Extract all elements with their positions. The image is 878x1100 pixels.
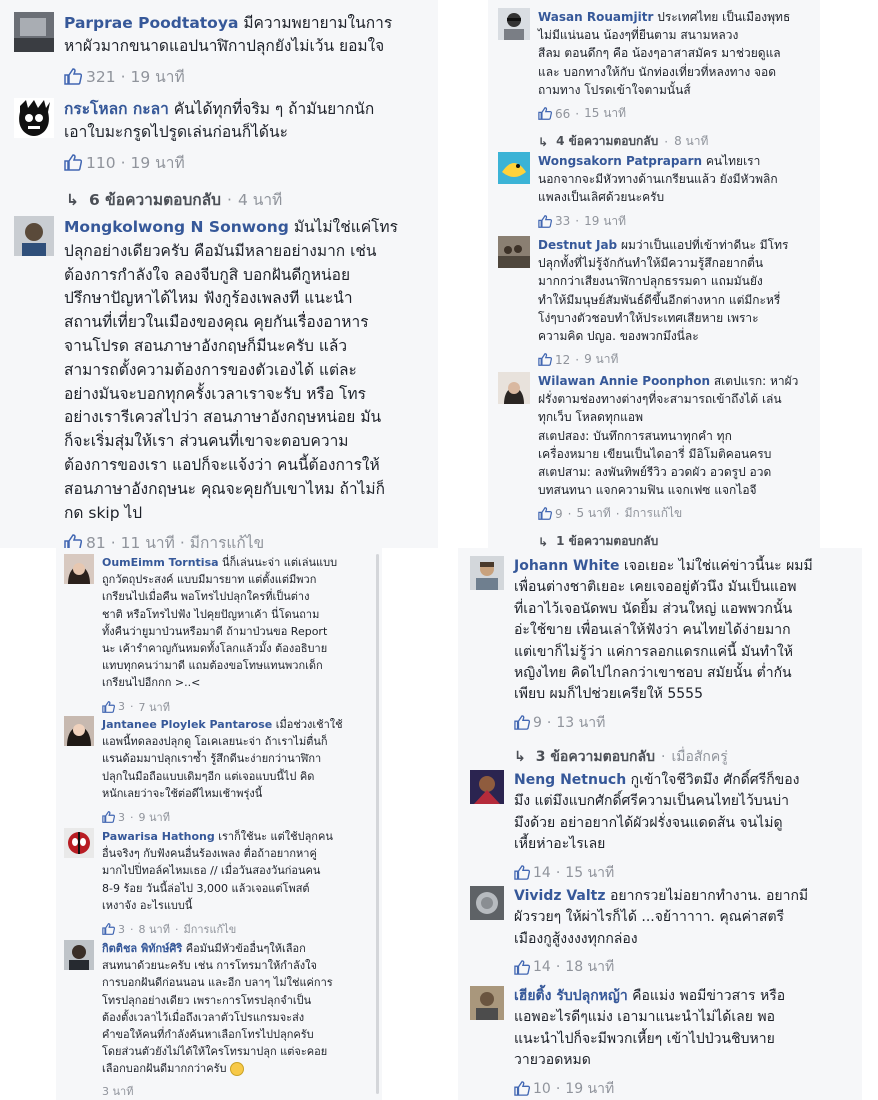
comment <box>470 770 858 886</box>
comment-author[interactable]: Wilawan Annie Poonphon <box>538 374 711 388</box>
comment-text-line: ชาติ หรือโทรไปฟัง ไปคุยปัญหาเค้า นี่โดนถาม <box>102 607 320 621</box>
thumbs-up-icon[interactable] <box>538 107 552 120</box>
comment-time[interactable]: 19 นาที <box>584 213 627 228</box>
comment-text-line: ถูกวัตถุประสงค์ แบบมีมารยาท แต่ตั้งแต่มีพวก <box>102 573 317 587</box>
avatar[interactable] <box>64 828 94 858</box>
comment-time[interactable]: 19 นาที <box>130 68 185 86</box>
comment-time[interactable]: 15 นาที <box>584 106 627 121</box>
comment-text-line: นอกจากจะมีหัวทางด้านเกรียนแล้ว ยังมีหัวพลิก <box>538 172 778 187</box>
comment-text-line: ปลุกในมือถือแบบเดิมๆอีก แต่เจอแบบนี้ไป คิด <box>102 769 315 783</box>
comment-text-line: หนักเลยว่าจะใช้ต่อดีไหมเช้าพรุ่งนี้ <box>102 786 263 800</box>
thumbs-up-icon[interactable] <box>538 507 552 520</box>
reply-count[interactable]: 6 ข้อความตอบกลับ <box>89 191 222 209</box>
comment-text-line: เกรียนไปเมื่อคืน พอโทรไปปลุกใครที่เป็นต่าง <box>102 590 310 604</box>
comment <box>14 98 434 210</box>
comment-text-line: เหงาจัง อะไรแบบนี้ <box>102 898 193 912</box>
like-count: 81 <box>86 533 106 548</box>
comment-text-line: ฝรั่งตามช่องทางต่างๆที่จะสามารถเข้าถึงได้ เล่น <box>538 392 782 407</box>
avatar[interactable] <box>498 8 530 40</box>
comment-author[interactable]: Parprae Poodtatoya <box>64 14 239 32</box>
thumbs-up-icon[interactable] <box>102 923 115 935</box>
comment-text-line: อย่างมันจะบอกทุกครั้งเวลาเราจะรับ หรือ โทร <box>64 384 366 403</box>
comment-text-line: ถามทาง โปรดเข้าใจตามนั้นส์ <box>538 82 691 97</box>
comment-text-line: ทำให้มีมนุษย์สัมพันธ์ดีขึ้นอีกต่างหาก แต่มีกะหรี่ <box>538 292 781 307</box>
comment-text-line: ไม่มีแน่นอน น้องๆที่ยืนตาม สนามหลวง <box>538 28 739 43</box>
like-count: 321 <box>86 67 116 86</box>
view-replies-link[interactable]: ↳ 4 ข้อความตอบกลับ · 8 นาที <box>538 132 816 151</box>
comment-meta: 66 · 15 นาที <box>538 104 816 123</box>
comment-text-line: เจอเยอะ ไม่ใช่แค่ข่าวนี้นะ ผมมี <box>623 558 813 574</box>
comment-text-line: เพียบ ผมก็ไปช่วยเครียให้ 5555 <box>514 686 703 703</box>
comment-meta: 110 · 19 นาที <box>64 150 434 175</box>
comment-text-line: สเตปแรก: หาผัว <box>713 374 799 388</box>
comment-text-line: อยากรวยไม่อยากทำงาน. อยากมี <box>609 888 809 904</box>
like-count: 14 <box>533 959 551 976</box>
thumbs-up-icon[interactable] <box>514 1081 530 1096</box>
reply-arrow-icon: ↳ <box>538 134 549 149</box>
avatar[interactable] <box>64 554 94 584</box>
comment-meta: 81 · 11 นาที · มีการแก้ไข <box>64 530 434 548</box>
thumbs-up-icon[interactable] <box>514 960 530 975</box>
comment-time[interactable]: 9 นาที <box>584 352 619 367</box>
comment-text-line: โทรปลุกอย่างเดียว เพราะการโทรปลุกจำเป็น <box>102 993 312 1007</box>
like-count: 3 <box>118 810 125 824</box>
comment-meta: 9 · 13 นาที <box>514 712 858 734</box>
comment <box>64 828 370 938</box>
comment-author[interactable]: Destnut Jab <box>538 238 618 252</box>
reply-arrow-icon: ↳ <box>514 748 526 765</box>
reply-count[interactable]: 3 ข้อความตอบกลับ <box>535 748 655 765</box>
comment-text-line: เกรียนไปอีกกก >..< <box>102 676 201 690</box>
comment-text-line: 8-9 ร้อย วันนี้ล่อไป 3,000 แล้วเจอแต่โพสต์ <box>102 881 310 895</box>
avatar[interactable] <box>470 556 504 590</box>
comment <box>498 372 816 548</box>
comment <box>64 554 370 714</box>
comment-text-line: คือแม่ง พอมีข่าวสาร หรือ <box>632 988 786 1004</box>
comment-text-line: นะ เค้ารำคาญกันหมดทั้งโลกแล้วมั้ง ต้องอธิบาย <box>102 642 328 656</box>
comment-text-line: มากกว่าเสียงนาฬิกาปลุกธรรมดา แถมมันยัง <box>538 274 763 289</box>
comment <box>14 216 434 546</box>
comment <box>470 556 858 765</box>
comment-time[interactable]: 19 นาที <box>565 1080 615 1097</box>
comment-text-line: สเตปสาม: ลงพันทิพย์รีวิว อวดผัว อวดรูป อวด <box>538 465 772 480</box>
comment-text-line: เอาใบมะกรูดไปรูดเล่นก่อนก็ได้นะ <box>64 123 288 141</box>
comment-text-line: สถานที่เที่ยวในเมืองของคุณ คุยกันเรื่องอาหาร <box>64 313 369 332</box>
avatar[interactable] <box>64 940 94 970</box>
comment-text-line: อ่ะใช้ขาย เพื่อนเล่าให้ฟังว่า คนไทยได้ง่ายมาก <box>514 622 791 639</box>
comment-author[interactable]: กระโหลก กะลา <box>64 100 169 118</box>
avatar[interactable] <box>14 98 54 138</box>
view-replies-link[interactable]: ↳ 3 ข้อความตอบกลับ · เมื่อสักครู่ <box>514 746 858 768</box>
comment-text-line: ปลุกอย่างเดียวครับ คือมันมีหลายอย่างมาก เช่น <box>64 241 377 260</box>
comment-meta: 14 · 15 นาที <box>514 862 858 884</box>
comment-text-line: ปลุกทั้งที่ไม่รู้จักกันทำให้มีความรู้สึกอยากตื่น <box>538 256 764 271</box>
view-replies-link[interactable] <box>538 532 816 548</box>
comment-meta: 3 · 7 นาที <box>102 698 370 716</box>
comment-author[interactable]: กิตติชล พิทักษ์ศิริ <box>102 942 183 955</box>
comment-text-line: ต้องการของเรา แอปก็จะแจ้งว่า คนนี้ต้องการให้ <box>64 455 380 474</box>
comment-text-line: จานโปรด สอนภาษาอังกฤษก็มีนะครับ แล้ว <box>64 336 348 355</box>
comment-time[interactable]: 11 นาที <box>120 534 175 548</box>
comment-text-line: มากไปปิ่ทอล์คไหมเธอ // เมื่อวันสองวันก่อนคน <box>102 864 321 878</box>
comment-text-line: ทุกเว็บ โหลดทุกแอพ <box>538 410 643 425</box>
reply-time: เมื่อสักครู่ <box>671 748 728 765</box>
avatar[interactable] <box>470 986 504 1020</box>
comments-panel-top-left <box>0 0 438 548</box>
comment-text-line: มึงด้วย อย่าอยากได้ผัวฝรั่งจนแดดส้น จนไม่ดู <box>514 814 783 831</box>
comment-text-line: สามารถตั้งความต้องการของตัวเองได้ แต่ละ <box>64 360 357 379</box>
avatar[interactable] <box>470 886 504 920</box>
comment-text-line: มีความพยายามในการ <box>243 14 393 32</box>
comments-panel-bottom-right <box>458 548 862 1100</box>
comment-text-line: คำขอให้คนที่กำลังค้นหาเลือกโทรไปปลุกครับ <box>102 1028 314 1042</box>
comment-text-line: แพลงเป็นเลิศด้วยนะครับ <box>538 190 665 205</box>
comment-text-line: บทสนทนา แจกความฟิน แจกเฟซ แจกไอจี <box>538 483 757 498</box>
comment-meta: 14 · 18 นาที <box>514 956 858 978</box>
comment-text-line: ทั้งคืนว่ายูมาป่วนหรือมาดี ถ้ามาป่วนขอ Report <box>102 624 328 638</box>
comment-text-line: คนไทยเรา <box>705 154 761 168</box>
avatar[interactable] <box>14 216 54 256</box>
comment-text-line: เลือกบอกฝันดีมากกว่าครับ <box>102 1062 227 1076</box>
comment-text-line: สีลม ตอนดึกๆ คือ น้องๆอาสาสมัคร มาช่วยดูแล <box>538 46 781 61</box>
comment-author[interactable]: Neng Netnuch <box>514 772 627 788</box>
comment-text-line: ต้องการกำลังใจ ลองจีบกูสิ บอกฝันดีกูหน่อย <box>64 265 351 284</box>
comment-text-line: ที่เอาไว้เจอนัดพบ นัดยิ้ม ส่วนใหญ่ แอพพวกนั้น <box>514 600 793 617</box>
comment-author[interactable]: เฮียติ้ง รับปลุกหญ้า <box>514 988 628 1004</box>
comment-text-line: คือมันมีหัวข้ออื่นๆให้เลือก <box>185 942 306 955</box>
comment <box>14 12 434 96</box>
comment-text-line: หญิงไทย คิดไปไกลกว่าเขาชอบ สมัยนั้น ต่ำกัน <box>514 665 792 682</box>
comment-text-line: แอพนี้ทดลองปลุกดู โอเคเลยนะจ่า ถ้าเราไม่ตื่นก็ <box>102 735 328 749</box>
comments-panel-top-right <box>488 0 820 548</box>
comment-text-line: อย่างเรารีเควสไปว่า สอนภาษาอังกฤษหน่อย มัน <box>64 408 382 427</box>
comment-meta: 9 · 5 นาที · มีการแก้ไข <box>538 504 816 523</box>
avatar[interactable] <box>498 372 530 404</box>
comment-text-line: เครื่องหมาย เขียนเป็นไดอารี่ มีอิโมติคอนครบ <box>538 446 772 461</box>
comment-author[interactable]: Mongkolwong N Sonwong <box>64 218 289 236</box>
comment <box>498 152 816 232</box>
avatar[interactable] <box>14 12 54 52</box>
comment-author[interactable]: Jantanee Ploylek Pantarose <box>102 718 273 731</box>
comment-text-line: แรนด้อมมาปลุกเราซ้ำ รู้สึกดีนะง่ายกว่านาฬิกา <box>102 752 322 766</box>
comment <box>498 236 816 366</box>
comment-time[interactable]: 5 นาที <box>576 506 611 521</box>
comment-author[interactable]: Johann White <box>514 558 620 574</box>
thumbs-up-icon[interactable] <box>538 215 552 228</box>
comment-meta: 10 · 19 นาที <box>514 1078 858 1100</box>
edited-label[interactable]: มีการแก้ไข <box>183 923 237 937</box>
comment-time[interactable]: 15 นาที <box>565 864 615 881</box>
comment-text-line: แอพอะไรดีๆแม่ง เอามาแนะนำไม่ได้เลย พอ <box>514 1009 776 1026</box>
avatar[interactable] <box>498 152 530 184</box>
edited-label[interactable]: มีการแก้ไข <box>624 506 683 521</box>
comment-text-line: ก็จะเริ่มสุ่มให้เรา ส่วนคนที่เขาจะตอบความ <box>64 432 349 451</box>
comment-text-line: เมื่อช่วงเช้าใช้ <box>275 718 343 731</box>
comment-text-line: ผมว่าเป็นแอปที่เข้าท่าดีนะ มีโทร <box>620 238 789 252</box>
like-count: 66 <box>555 106 571 121</box>
thumbs-up-icon[interactable] <box>102 701 115 713</box>
comment <box>470 886 858 984</box>
scrollbar[interactable] <box>376 554 379 1094</box>
comment-text-line: โง่ๆบางตัวชอบทำให้ประเทศเสียหาย เพราะ <box>538 310 759 325</box>
comment-text-line: อื่นจริงๆ กับฟังคนอื่นร้องเพลง ตื่อถ้าอยากหาคู่ <box>102 847 317 861</box>
comment-text-line: แทบทุกคนว่ามาดี แถมต้องขอโทษแทนพวกเด็ก <box>102 659 323 673</box>
comment-text-line: หาผัวมากขนาดแอปนาฬิกาปลุกยังไม่เว้น ยอมใจ <box>64 37 385 55</box>
comment-text-line: กูเข้าใจชีวิตมึง ศักดิ์ศรีก็ของ <box>630 772 800 788</box>
comment-text-line: คันได้ทุกที่จริม ๆ ถ้ามันยากนัก <box>173 100 375 118</box>
comment-text-line: และ บอกทางให้กับ นักท่องเที่ยวที่หลงทาง จอด <box>538 64 777 79</box>
comment-time[interactable]: 3 นาที <box>102 1084 134 1098</box>
reply-count[interactable]: 1 ข้อความตอบกลับ <box>556 534 659 548</box>
comment-time[interactable]: 13 นาที <box>556 714 606 731</box>
reply-arrow-icon: ↳ <box>66 190 79 209</box>
thumbs-up-icon[interactable] <box>64 534 82 548</box>
comment-meta: 3 · 8 นาที · มีการแก้ไข <box>102 920 370 938</box>
like-count: 3 <box>118 922 125 936</box>
comment-time[interactable]: 19 นาที <box>130 154 185 172</box>
avatar[interactable] <box>64 716 94 746</box>
comment-meta <box>102 1082 370 1100</box>
like-count: 10 <box>533 1080 551 1097</box>
smiley-emoji-icon <box>230 1062 244 1076</box>
comment-meta: 12 · 9 นาที <box>538 350 816 369</box>
comment-author[interactable]: Pawarisa Hathong <box>102 830 215 843</box>
like-count: 12 <box>555 352 571 367</box>
comment <box>498 8 816 148</box>
comment-text-line: วายวอดหมด <box>514 1052 591 1069</box>
thumbs-up-icon[interactable] <box>64 68 82 85</box>
comment-author[interactable]: Vividz Valtz <box>514 888 606 904</box>
comment-author[interactable]: Wasan Rouamjitr <box>538 10 654 24</box>
comment-time[interactable]: 7 นาที <box>138 700 170 714</box>
comment <box>64 716 370 824</box>
comment-text-line: เมืองกูสู้งงงงทุกกล่อง <box>514 930 638 947</box>
comment-text-line: แต่เขาก็ไม่รู้ว่า แค่การลอกแดรกแค่นี้ มันทำให้ <box>514 643 793 660</box>
comment-text-line: กด skip ไป <box>64 503 143 522</box>
comment-meta: 33 · 19 นาที <box>538 212 816 231</box>
comment-meta: 321 · 19 นาที <box>64 64 434 89</box>
like-count: 3 <box>118 700 125 714</box>
reply-time: 4 นาที <box>237 191 283 209</box>
comment-text-line: ปรึกษาปัญหาได้ไหม ฟังกูร้องเพลงที แนะนำ <box>64 289 353 308</box>
like-count: 9 <box>533 714 542 731</box>
comment-text-line: เหี้ยห่าอะไรเลย <box>514 836 606 853</box>
like-count: 9 <box>555 506 563 521</box>
comment-text-line: ประเทศไทย เป็นเมืองพุทธ <box>657 10 791 24</box>
thumbs-up-icon[interactable] <box>514 865 530 880</box>
like-count: 14 <box>533 864 551 881</box>
thumbs-up-icon[interactable] <box>538 353 552 366</box>
comment-text-line: มึง แต่มึงแบกศักดิ์ศรีความเป็นคนไทยไว้บนบ่า <box>514 793 790 810</box>
view-replies-link[interactable]: ↳ 6 ข้อความตอบกลับ · 4 นาที <box>66 187 434 212</box>
comment <box>64 940 370 1098</box>
comment-text-line: แนะนำไปก็จะมีพวกเหี้ยๆ เข้าไปป่วนชิบหาย <box>514 1030 775 1047</box>
comment-text-line: ความคิด ปญอ. ของพวกมึงนี่ละ <box>538 329 699 344</box>
comment-time[interactable]: 8 นาที <box>138 923 170 937</box>
comment-text-line: เพื่อนต่างชาติเยอะ เคยเจออยู่ตัวนึง มันเป็นแอพ <box>514 579 797 596</box>
thumbs-up-icon[interactable] <box>64 154 82 171</box>
thumbs-up-icon[interactable] <box>102 811 115 823</box>
comment-time[interactable]: 18 นาที <box>565 959 615 976</box>
comment-time[interactable]: 9 นาที <box>138 811 170 825</box>
comment-text-line: ผัวรวยๆ ให้ผ่าไรก็ได้ ...จย้าาาาา. คุณค่าสตรี <box>514 909 785 926</box>
reply-count[interactable]: 4 ข้อความตอบกลับ <box>556 134 659 149</box>
comment-text-line: สนทนาด้วยนะครับ เช่น การโทรมาให้กำลังใจ <box>102 959 317 973</box>
comment <box>470 986 858 1098</box>
comment-text-line: สเตปสอง: บันทึกการสนทนาทุกคำ ทุก <box>538 428 732 443</box>
comment-text-line: นี่ก็เล่นนะจ่า แต่เล่นแบบ <box>222 556 338 569</box>
comment-meta: 3 · 9 นาที <box>102 808 370 826</box>
reply-arrow-icon: ↳ <box>538 534 549 548</box>
comment-text-line: เราก็ใช้นะ แต่ใช้ปลุกคน <box>218 830 333 843</box>
thumbs-up-icon[interactable] <box>514 715 530 730</box>
comment-text-line: การบอกฝันดีก่อนนอน และอีก บลาๆ ไม่ใช่แค่การ <box>102 976 333 990</box>
comment-text-line: ต้องตั้งเวลาไว้เมื่อถึงเวลาตัวโปรแกรมจะส่ง <box>102 1010 305 1024</box>
comment-text-line: มันไม่ใช่แค่โทร <box>293 218 398 236</box>
reply-time: 8 นาที <box>674 134 709 149</box>
comment-text-line: โดยส่วนตัวยังไม่ได้ให้ใครโทรมาปลุก แต่จะคอย <box>102 1045 328 1059</box>
like-count: 33 <box>555 214 571 229</box>
edited-label[interactable]: มีการแก้ไข <box>189 534 265 548</box>
like-count: 110 <box>86 153 116 172</box>
avatar[interactable] <box>498 236 530 268</box>
avatar[interactable] <box>470 770 504 804</box>
comment-text <box>64 216 434 525</box>
comment-author[interactable]: Wongsakorn Patpraparn <box>538 154 703 168</box>
comment-text-line: สอนภาษาอังกฤษนะ คุณจะคุยกับเขาไหม ถ้าไม่ก็ <box>64 479 385 498</box>
comment-author[interactable]: OumEimm Torntisa <box>102 556 219 569</box>
comments-panel-bottom-left <box>56 548 382 1100</box>
